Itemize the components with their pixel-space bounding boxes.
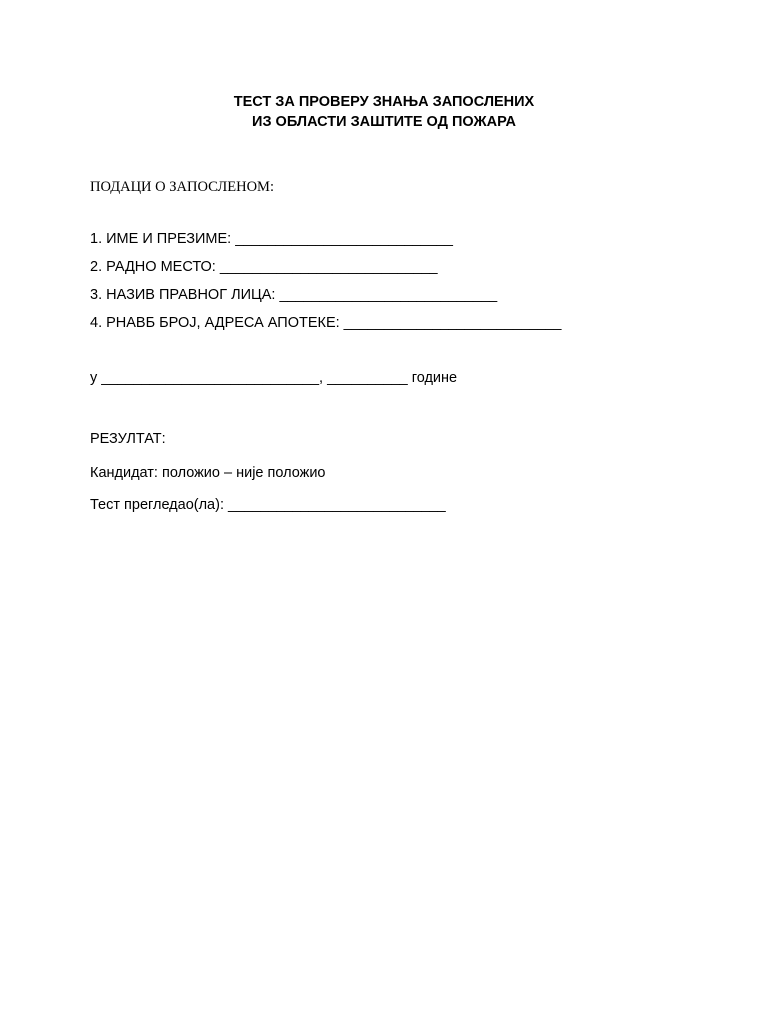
field-legal-entity-name: 3. НАЗИВ ПРАВНОГ ЛИЦА: ___________________________ — [90, 287, 498, 303]
candidate-result-line: Кандидат: положио – није положио — [90, 465, 326, 481]
field-pharmacy-number-address: 4. РНАВБ БРОЈ, АДРЕСА АПОТЕКЕ: ___________________________ — [90, 315, 562, 331]
field-job-position: 2. РАДНО МЕСТО: ___________________________ — [90, 259, 438, 275]
reviewer-line: Тест прегледао(ла): ___________________________ — [90, 497, 446, 513]
field-name-surname: 1. ИМЕ И ПРЕЗИМЕ: ___________________________ — [90, 231, 453, 247]
result-heading: РЕЗУЛТАТ: — [90, 431, 166, 447]
section-heading-employee-data: ПОДАЦИ О ЗАПОСЛЕНОМ: — [90, 179, 274, 195]
place-date-line: у ___________________________, __________ године — [90, 370, 458, 386]
document-title-line-2: ИЗ ОБЛАСТИ ЗАШТИТЕ ОД ПОЖАРА — [252, 114, 516, 130]
document-title-line-1: ТЕСТ ЗА ПРОВЕРУ ЗНАЊА ЗАПОСЛЕНИХ — [233, 94, 535, 110]
